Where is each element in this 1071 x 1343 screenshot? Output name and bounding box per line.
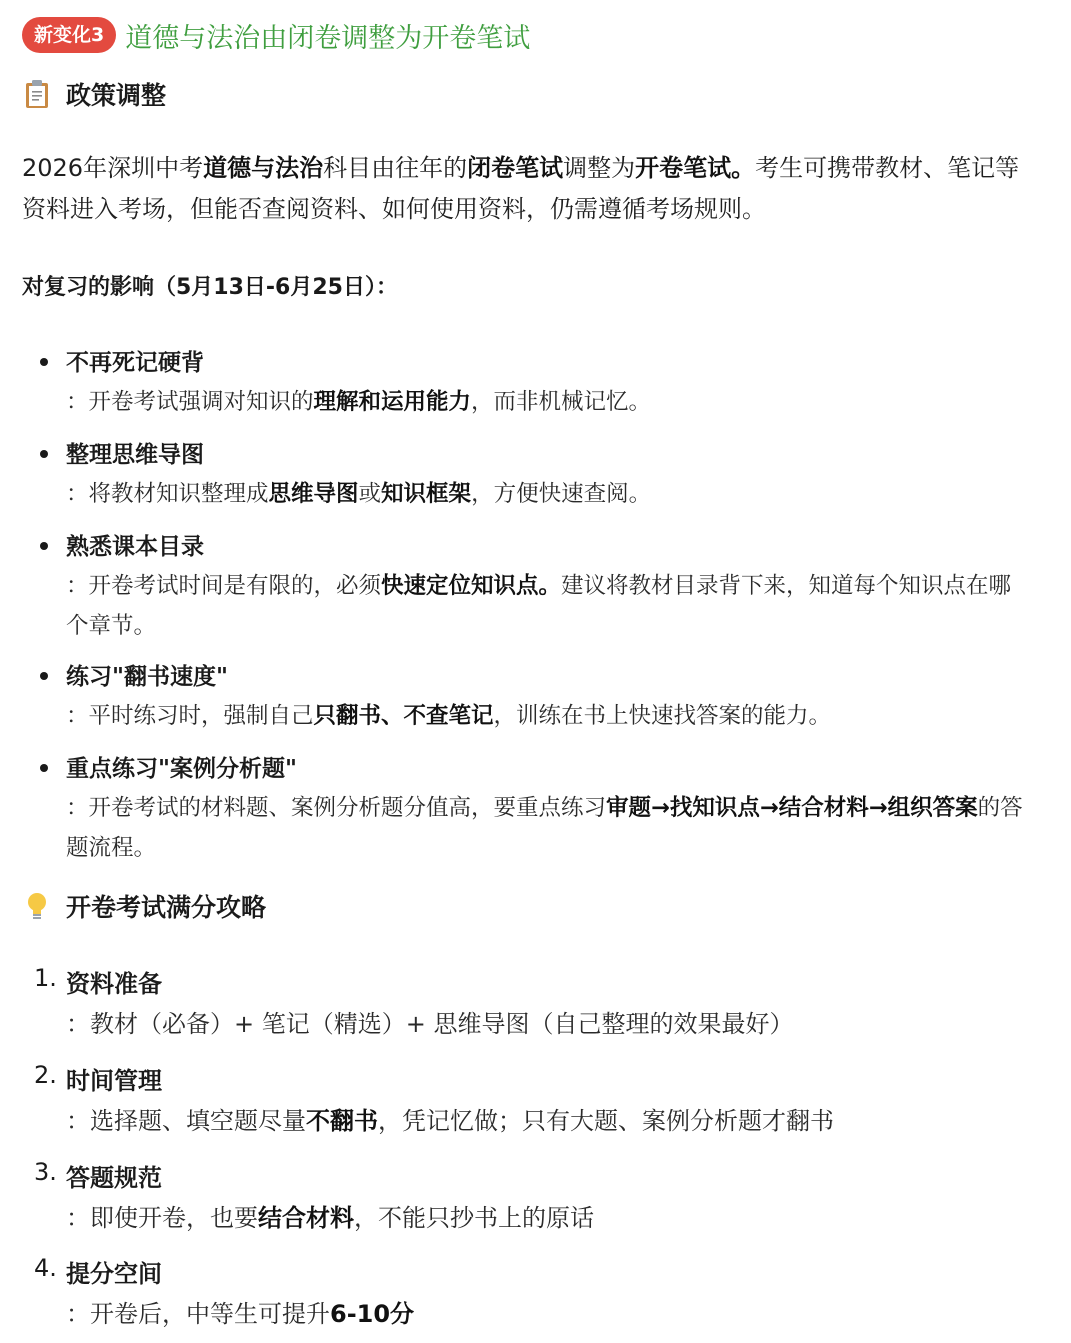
numbered-item-desc (66, 1004, 793, 1039)
text-segment: ：平时练习时，强制自己 (66, 703, 314, 729)
text-segment: ，不能只抄书上的原话 (354, 1204, 594, 1232)
text-segment: ：开卷考试的材料题、案例分析题分值高，要重点练习 (66, 795, 607, 821)
item-number: 1. (34, 964, 57, 992)
policy-paragraph (22, 148, 1042, 230)
review-subtitle: 对复习的影响（5月13日-6月25日）： (22, 275, 398, 300)
bullet-dot (40, 358, 48, 366)
strategy-heading (24, 888, 266, 924)
bold-text: 结合材料 (258, 1204, 354, 1232)
text-segment: ，训练在书上快速找答案的能力。 (493, 703, 832, 729)
text-segment: ：开卷考试时间是有限的，必须 (66, 573, 382, 599)
text-segment: 的答题流程。 (66, 795, 1023, 861)
list-item-title: 整理思维导图 (66, 442, 204, 468)
bold-text: 开卷笔试。 (635, 154, 756, 182)
bullet-dot (40, 672, 48, 680)
numbered-item-title: 资料准备 (66, 970, 162, 998)
text-segment: 调整为 (563, 154, 636, 182)
header (22, 15, 530, 55)
text-segment: 或 (358, 481, 382, 507)
bold-text: 快速定位知识点。 (381, 573, 562, 599)
clipboard-icon (24, 79, 50, 109)
numbered-item-title: 提分空间 (66, 1260, 162, 1288)
bold-text: 道德与法治 (203, 154, 324, 182)
bold-text: 审题→找知识点→结合材料→组织答案 (606, 795, 978, 821)
text-segment: ：即使开卷，也要 (66, 1204, 258, 1232)
item-number: 3. (34, 1158, 57, 1186)
bold-text: 思维导图 (268, 481, 359, 507)
list-item-title: 练习"翻书速度" (66, 664, 228, 690)
policy-title: 政策调整 (66, 81, 167, 110)
item-number: 2. (34, 1061, 57, 1089)
numbered-item-title: 答题规范 (66, 1164, 162, 1192)
bold-text: 知识框架 (381, 481, 472, 507)
new-change-badge: 新变化3 (22, 17, 116, 53)
numbered-item-desc (66, 1101, 834, 1136)
list-item-desc (66, 382, 1030, 422)
item-number: 4. (34, 1254, 57, 1282)
bold-text: 不翻书 (306, 1107, 378, 1135)
header-title: 道德与法治由闭卷调整为开卷笔试 (125, 22, 531, 54)
list-item-desc (66, 696, 1030, 736)
numbered-item-desc (66, 1294, 414, 1329)
text-segment: 2026年深圳中考 (22, 154, 204, 182)
numbered-item-desc (66, 1198, 594, 1233)
list-item-title: 不再死记硬背 (66, 350, 204, 376)
text-segment: ：将教材知识整理成 (66, 481, 269, 507)
text-segment: ：选择题、填空题尽量 (66, 1107, 306, 1135)
strategy-title: 开卷考试满分攻略 (66, 893, 267, 922)
text-segment: 考生可携带教材、笔记等资料进入考场，但能否查阅资料、如何使用资料，仍需遵循考场规则。 (22, 154, 1020, 223)
list-item-desc (66, 788, 1030, 868)
list-item-title: 重点练习"案例分析题" (66, 756, 297, 782)
bold-text: 只翻书、不查笔记 (313, 703, 494, 729)
text-segment: ，而非机械记忆。 (471, 389, 652, 415)
text-segment: ，凭记忆做；只有大题、案例分析题才翻书 (378, 1107, 834, 1135)
text-segment: ，方便快速查阅。 (471, 481, 652, 507)
bullet-dot (40, 764, 48, 772)
lightbulb-icon (24, 891, 50, 921)
text-segment: ：开卷考试强调对知识的 (66, 389, 314, 415)
text-segment: ：开卷后，中等生可提升 (66, 1300, 330, 1328)
bullet-dot (40, 542, 48, 550)
list-item-desc (66, 474, 1030, 514)
policy-heading (24, 76, 166, 112)
text-segment: 科目由往年的 (323, 154, 468, 182)
text-segment: 建议将教材目录背下来，知道每个知识点在哪个章节。 (66, 573, 1012, 639)
bullet-dot (40, 450, 48, 458)
text-segment: ：教材（必备）+ 笔记（精选）+ 思维导图（自己整理的效果最好） (66, 1010, 794, 1038)
bold-text: 理解和运用能力 (313, 389, 472, 415)
bold-text: 闭卷笔试 (467, 154, 564, 182)
list-item-desc (66, 566, 1030, 646)
bold-text: 6-10分 (330, 1300, 415, 1328)
numbered-item-title: 时间管理 (66, 1067, 162, 1095)
list-item-title: 熟悉课本目录 (66, 534, 204, 560)
